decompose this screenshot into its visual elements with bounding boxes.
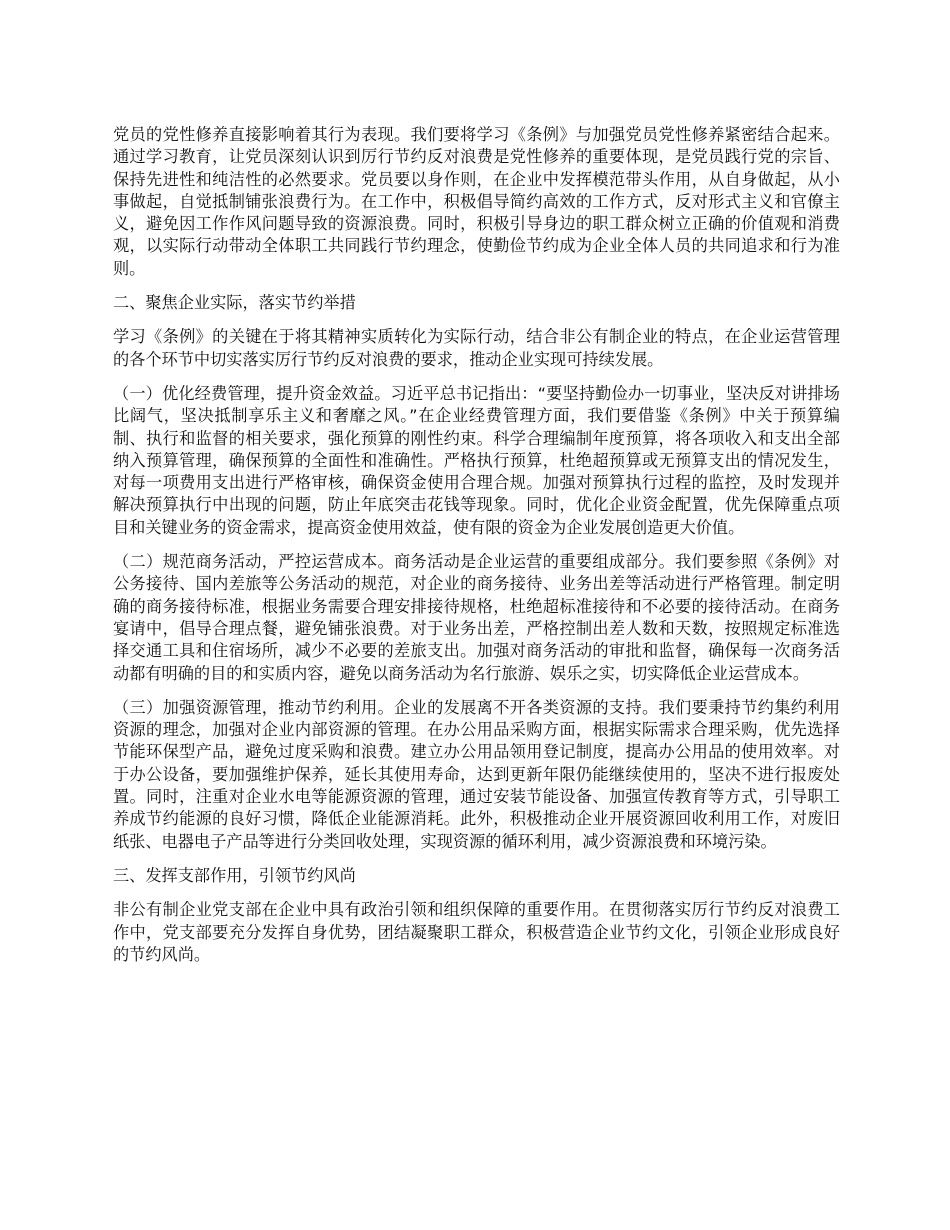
paragraph-section-2-intro: 学习《条例》的关键在于将其精神实质转化为实际行动，结合非公有制企业的特点，在企业运营管理的各个环节中切实落实厉行节约反对浪费的要求，推动企业实现可持续发展。 (113, 327, 840, 369)
paragraph-business-activities: （二）规范商务活动，严控运营成本。商务活动是企业运营的重要组成部分。我们要参照《条例》对公务接待、国内差旅等公务活动的规范，对企业的商务接待、业务出差等活动进行严格管理。制定明确的商务接待标准，根据业务需要合理安排接待规格，杜绝超标准接待和不必要的接待活动。在商务宴请中，倡导合理点餐，避免铺张浪费。对于业务出差，严格控制出差人数和天数，按照规定标准选择交通工具和住宿场所，减少不必要的差旅支出。加强对商务活动的审批和监督，确保每一次商务活动都有明确的目的和实质内容，避免以商务活动为名行旅游、娱乐之实，切实降低企业运营成本。 (113, 552, 840, 683)
document-page (113, 124, 840, 978)
paragraph-resource-management: （三）加强资源管理，推动节约利用。企业的发展离不开各类资源的支持。我们要秉持节约集约利用资源的理念，加强对企业内部资源的管理。在办公用品采购方面，根据实际需求合理采购，优先选择节能环保型产品，避免过度采购和浪费。建立办公用品领用登记制度，提高办公用品的使用效率。对于办公设备，要加强维护保养，延长其使用寿命，达到更新年限仍能继续使用的，坚决不进行报废处置。同时，注重对企业水电等能源资源的管理，通过安装节能设备、加强宣传教育等方式，引导职工养成节约能源的良好习惯，降低企业能源消耗。此外，积极推动企业开展资源回收利用工作，对废旧纸张、电器电子产品等进行分类回收处理，实现资源的循环利用，减少资源浪费和环境污染。 (113, 697, 840, 851)
paragraph-branch-role: 非公有制企业党支部在企业中具有政治引领和组织保障的重要作用。在贯彻落实厉行节约反对浪费工作中，党支部要充分发挥自身优势，团结凝聚职工群众，积极营造企业节约文化，引领企业形成良好的节约风尚。 (113, 900, 840, 964)
paragraph-party-cultivation: 党员的党性修养直接影响着其行为表现。我们要将学习《条例》与加强党员党性修养紧密结合起来。通过学习教育，让党员深刻认识到厉行节约反对浪费是党性修养的重要体现，是党员践行党的宗旨、保持先进性和纯洁性的必然要求。党员要以身作则，在企业中发挥模范带头作用，从自身做起，从小事做起，自觉抵制铺张浪费行为。在工作中，积极倡导简约高效的工作方式，反对形式主义和官僚主义，避免因工作作风问题导致的资源浪费。同时，积极引导身边的职工群众树立正确的价值观和消费观，以实际行动带动全体职工共同践行节约理念，使勤俭节约成为企业全体人员的共同追求和行为准则。 (113, 125, 840, 278)
section-heading-2: 二、聚焦企业实际，落实节约举措 (113, 293, 356, 313)
paragraph-funding-management: （一）优化经费管理，提升资金效益。习近平总书记指出：“要坚持勤俭办一切事业，坚决反对讲排场比阔气，坚决抵制享乐主义和奢靡之风。”在企业经费管理方面，我们要借鉴《条例》中关于预算编制、执行和监督的相关要求，强化预算的刚性约束。科学合理编制年度预算，将各项收入和支出全部纳入预算管理，确保预算的全面性和准确性。严格执行预算，杜绝超预算或无预算支出的情况发生，对每一项费用支出进行严格审核，确保资金使用合理合规。加强对预算执行过程的监控，及时发现并解决预算执行中出现的问题，防止年底突击花钱等现象。同时，优化企业资金配置，优先保障重点项目和关键业务的资金需求，提高资金使用效益，使有限的资金为企业发展创造更大价值。 (113, 383, 840, 537)
section-heading-3: 三、发挥支部作用，引领节约风尚 (113, 865, 356, 885)
